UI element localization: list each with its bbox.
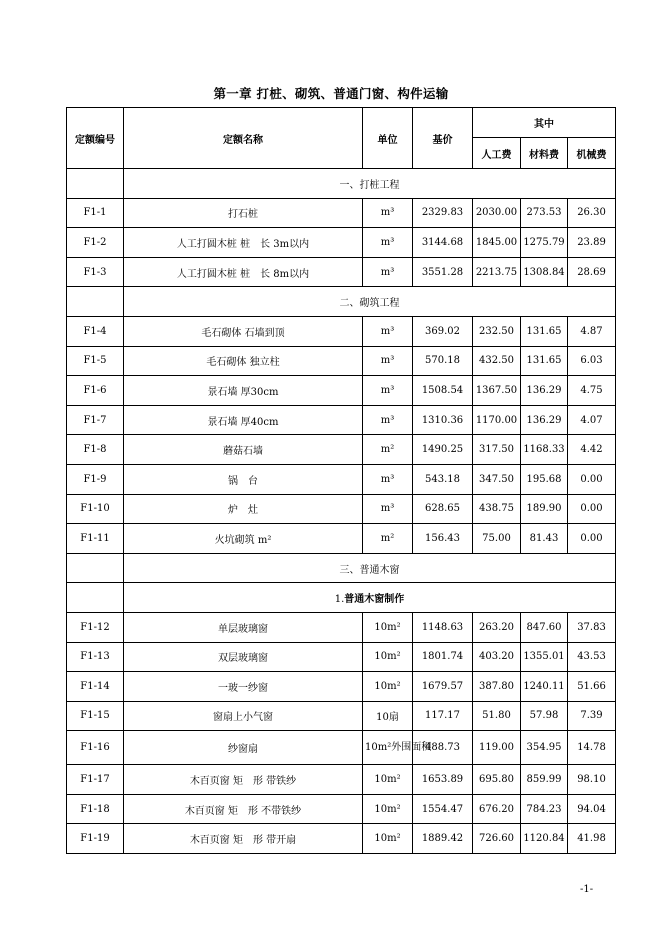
quota-code: F1-11	[67, 524, 124, 554]
quota-code: F1-3	[67, 257, 124, 287]
section-row	[67, 583, 616, 613]
material-cost: 1308.84	[521, 257, 568, 287]
quota-name: 木百页窗 矩 形 不带铁纱	[124, 794, 363, 824]
machine-cost: 37.83	[568, 612, 616, 642]
material-cost: 847.60	[521, 612, 568, 642]
table-row	[67, 228, 616, 258]
section-label: 一、打桩工程	[124, 169, 616, 199]
quota-unit: m³	[363, 257, 413, 287]
base-price: 156.43	[413, 524, 473, 554]
header-code: 定额编号	[67, 108, 124, 169]
labor-cost: 75.00	[473, 524, 521, 554]
material-cost: 57.98	[521, 701, 568, 731]
labor-cost: 403.20	[473, 642, 521, 672]
base-price: 1490.25	[413, 435, 473, 465]
labor-cost: 438.75	[473, 494, 521, 524]
header-name: 定额名称	[124, 108, 363, 169]
section-row	[67, 287, 616, 317]
labor-cost: 1170.00	[473, 405, 521, 435]
quota-name: 蘑菇石墙	[124, 435, 363, 465]
quota-unit: 10m²	[363, 672, 413, 702]
labor-cost: 2030.00	[473, 198, 521, 228]
quota-name: 打石桩	[124, 198, 363, 228]
base-price: 3551.28	[413, 257, 473, 287]
quota-unit: m³	[363, 346, 413, 376]
quota-unit: 10m²	[363, 642, 413, 672]
quota-name: 毛石砌体 独立柱	[124, 346, 363, 376]
machine-cost: 0.00	[568, 494, 616, 524]
quota-code: F1-1	[67, 198, 124, 228]
quota-name: 一玻一纱窗	[124, 672, 363, 702]
base-price: 1653.89	[413, 765, 473, 795]
table-row	[67, 405, 616, 435]
base-price: 1801.74	[413, 642, 473, 672]
machine-cost: 94.04	[568, 794, 616, 824]
header-of-which: 其中	[473, 108, 616, 138]
quota-unit: m³	[363, 228, 413, 258]
header-labor: 人工费	[473, 138, 521, 169]
quota-unit: 10m²	[363, 824, 413, 854]
quota-name: 窗扇上小气窗	[124, 701, 363, 731]
section-row	[67, 169, 616, 199]
quota-name: 毛石砌体 石墙到顶	[124, 316, 363, 346]
table-row	[67, 612, 616, 642]
quota-name: 双层玻璃窗	[124, 642, 363, 672]
quota-code: F1-6	[67, 376, 124, 406]
base-price: 628.65	[413, 494, 473, 524]
quota-unit: m³	[363, 405, 413, 435]
table-row	[67, 316, 616, 346]
quota-unit: m³	[363, 198, 413, 228]
header-base-price: 基价	[413, 108, 473, 169]
table-row	[67, 765, 616, 795]
table-row	[67, 257, 616, 287]
machine-cost: 6.03	[568, 346, 616, 376]
page-number: -1-	[580, 884, 594, 895]
material-cost: 273.53	[521, 198, 568, 228]
base-price: 1310.36	[413, 405, 473, 435]
quota-code: F1-2	[67, 228, 124, 258]
table-row	[67, 824, 616, 854]
section-row	[67, 553, 616, 583]
machine-cost: 4.87	[568, 316, 616, 346]
machine-cost: 43.53	[568, 642, 616, 672]
quota-name: 木百页窗 矩 形 带开扇	[124, 824, 363, 854]
material-cost: 1355.01	[521, 642, 568, 672]
labor-cost: 1845.00	[473, 228, 521, 258]
quota-name: 纱窗扇	[124, 731, 363, 765]
base-price: 543.18	[413, 464, 473, 494]
quota-unit: m²	[363, 435, 413, 465]
quota-name: 景石墙 厚40cm	[124, 405, 363, 435]
quota-name: 锅 台	[124, 464, 363, 494]
labor-cost: 347.50	[473, 464, 521, 494]
quota-code: F1-15	[67, 701, 124, 731]
labor-cost: 387.80	[473, 672, 521, 702]
quota-name: 炉 灶	[124, 494, 363, 524]
subsection-label	[124, 583, 616, 613]
section-code-cell	[67, 169, 124, 199]
quota-code: F1-14	[67, 672, 124, 702]
quota-code: F1-13	[67, 642, 124, 672]
quota-code: F1-19	[67, 824, 124, 854]
material-cost: 131.65	[521, 346, 568, 376]
section-label: 二、砌筑工程	[124, 287, 616, 317]
material-cost: 136.29	[521, 376, 568, 406]
quota-unit: m³	[363, 316, 413, 346]
machine-cost: 23.89	[568, 228, 616, 258]
table-row	[67, 701, 616, 731]
quota-unit: m²	[363, 524, 413, 554]
labor-cost: 1367.50	[473, 376, 521, 406]
labor-cost: 51.80	[473, 701, 521, 731]
machine-cost: 28.69	[568, 257, 616, 287]
table-row	[67, 642, 616, 672]
material-cost: 81.43	[521, 524, 568, 554]
machine-cost: 14.78	[568, 731, 616, 765]
base-price: 570.18	[413, 346, 473, 376]
material-cost: 1240.11	[521, 672, 568, 702]
labor-cost: 119.00	[473, 731, 521, 765]
base-price: 3144.68	[413, 228, 473, 258]
machine-cost: 4.75	[568, 376, 616, 406]
header-unit: 单位	[363, 108, 413, 169]
base-price: 1889.42	[413, 824, 473, 854]
labor-cost: 695.80	[473, 765, 521, 795]
quota-unit: 10m²外围面积	[363, 731, 413, 765]
subsection-title: 普通木窗制作	[344, 594, 405, 606]
quota-code: F1-5	[67, 346, 124, 376]
table-row	[67, 494, 616, 524]
base-price: 488.73	[413, 731, 473, 765]
header-material: 材料费	[521, 138, 568, 169]
material-cost: 1120.84	[521, 824, 568, 854]
machine-cost: 98.10	[568, 765, 616, 795]
quota-unit: 10m²	[363, 765, 413, 795]
section-label: 三、普通木窗	[124, 553, 616, 583]
machine-cost: 26.30	[568, 198, 616, 228]
quota-unit: 10m²	[363, 794, 413, 824]
table-row	[67, 524, 616, 554]
machine-cost: 7.39	[568, 701, 616, 731]
table-row	[67, 794, 616, 824]
material-cost: 354.95	[521, 731, 568, 765]
labor-cost: 2213.75	[473, 257, 521, 287]
material-cost: 136.29	[521, 405, 568, 435]
material-cost: 859.99	[521, 765, 568, 795]
base-price: 1679.57	[413, 672, 473, 702]
table-row	[67, 198, 616, 228]
quota-unit: 10m²	[363, 612, 413, 642]
table-row	[67, 731, 616, 765]
base-price: 117.17	[413, 701, 473, 731]
section-code-cell	[67, 553, 124, 583]
material-cost: 784.23	[521, 794, 568, 824]
base-price: 2329.83	[413, 198, 473, 228]
labor-cost: 263.20	[473, 612, 521, 642]
quota-name: 人工打圆木桩 桩 长 8m以内	[124, 257, 363, 287]
header-machine: 机械费	[568, 138, 616, 169]
table-body	[67, 169, 616, 854]
table-row	[67, 672, 616, 702]
quota-unit: m³	[363, 464, 413, 494]
subsection-prefix: 1.	[334, 594, 345, 606]
quota-code: F1-12	[67, 612, 124, 642]
machine-cost: 41.98	[568, 824, 616, 854]
quota-name: 木百页窗 矩 形 带铁纱	[124, 765, 363, 795]
labor-cost: 676.20	[473, 794, 521, 824]
labor-cost: 317.50	[473, 435, 521, 465]
labor-cost: 726.60	[473, 824, 521, 854]
labor-cost: 232.50	[473, 316, 521, 346]
quota-unit: 10扇	[363, 701, 413, 731]
base-price: 1148.63	[413, 612, 473, 642]
quota-code: F1-8	[67, 435, 124, 465]
quota-code: F1-10	[67, 494, 124, 524]
material-cost: 1168.33	[521, 435, 568, 465]
machine-cost: 0.00	[568, 464, 616, 494]
page-title: 第一章 打桩、砌筑、普通门窗、构件运输	[213, 86, 449, 101]
material-cost: 195.68	[521, 464, 568, 494]
quota-code: F1-18	[67, 794, 124, 824]
machine-cost: 0.00	[568, 524, 616, 554]
section-code-cell	[67, 583, 124, 613]
material-cost: 1275.79	[521, 228, 568, 258]
quota-code: F1-4	[67, 316, 124, 346]
base-price: 1508.54	[413, 376, 473, 406]
machine-cost: 51.66	[568, 672, 616, 702]
quota-code: F1-17	[67, 765, 124, 795]
quota-table	[66, 107, 616, 854]
section-code-cell	[67, 287, 124, 317]
table-row	[67, 376, 616, 406]
base-price: 1554.47	[413, 794, 473, 824]
quota-code: F1-9	[67, 464, 124, 494]
quota-name: 火坑砌筑 m²	[124, 524, 363, 554]
machine-cost: 4.07	[568, 405, 616, 435]
quota-name: 景石墙 厚30cm	[124, 376, 363, 406]
quota-code: F1-16	[67, 731, 124, 765]
quota-code: F1-7	[67, 405, 124, 435]
labor-cost: 432.50	[473, 346, 521, 376]
table-row	[67, 435, 616, 465]
table-row	[67, 346, 616, 376]
material-cost: 189.90	[521, 494, 568, 524]
quota-name: 单层玻璃窗	[124, 612, 363, 642]
table-row	[67, 464, 616, 494]
material-cost: 131.65	[521, 316, 568, 346]
machine-cost: 4.42	[568, 435, 616, 465]
quota-unit: m³	[363, 376, 413, 406]
quota-name: 人工打圆木桩 桩 长 3m以内	[124, 228, 363, 258]
quota-unit: m³	[363, 494, 413, 524]
base-price: 369.02	[413, 316, 473, 346]
